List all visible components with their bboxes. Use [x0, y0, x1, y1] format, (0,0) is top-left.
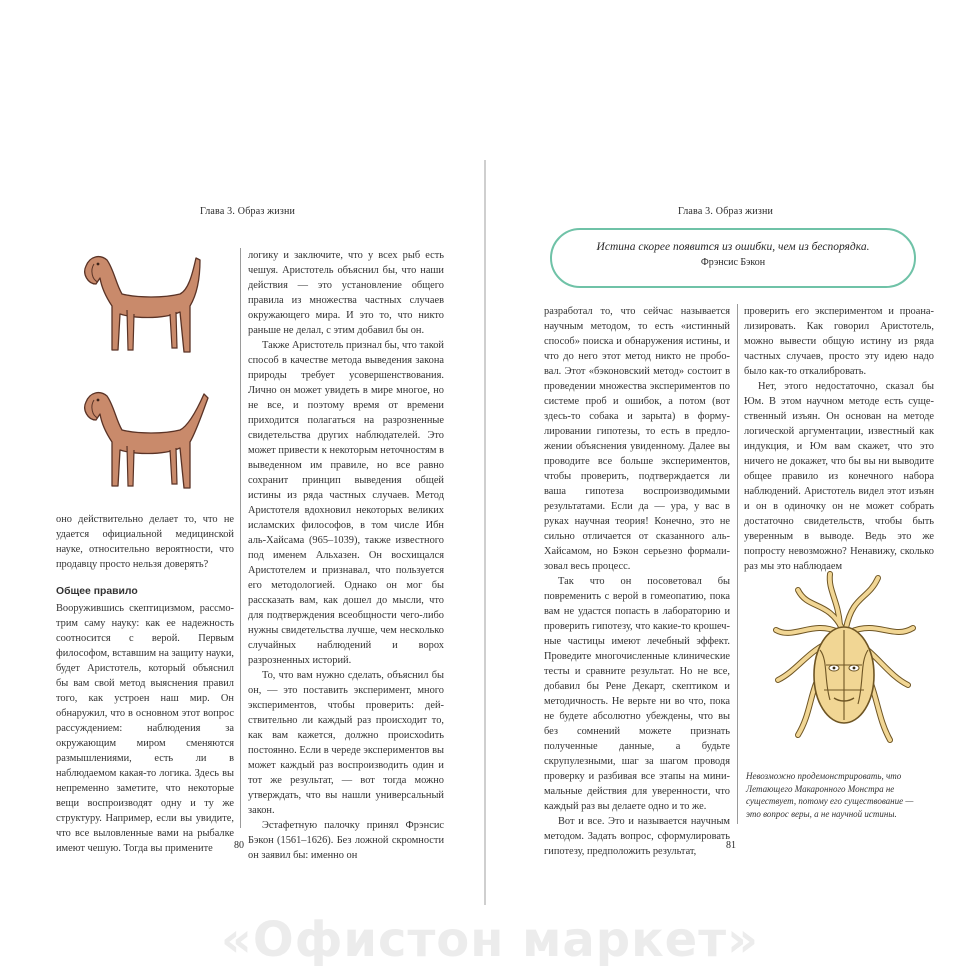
column-divider	[240, 248, 241, 828]
dog-illustration-bottom	[72, 376, 222, 496]
left-page-header: Глава 3. Образ жизни	[200, 206, 296, 217]
watermark: «Офистон маркет»	[220, 912, 760, 968]
paragraph: логику и заключите, что у всех рыб есть чешуя. Аристотель объяснил бы, что наши действия — это установление общего правила из множества частных случаев окружающего мира. И это то, что никто раньше не делал, с этим добавил бы он.	[248, 250, 444, 336]
left-column-2	[248, 248, 444, 863]
left-page-number: 80	[234, 840, 244, 851]
illustration-caption: Невозможно продемонстрировать, что Летающего Макаронного Монстра не существует, потому его существование — это вопрос веры, а не научной истины.	[746, 771, 914, 819]
paragraph: Вот и все. Это и называется научным методом. Задать вопрос, сформулировать гипотезу, предположить результат,	[544, 816, 730, 857]
left-column-1	[56, 512, 234, 856]
spaghetti-monster-illustration	[768, 570, 918, 765]
paragraph: Также Аристотель признал бы, что такой способ в качестве метода выведения закона природы требует усовершенствования. Лично он может увидеть в мире многое, но не все, и поэтому время от времени приходится полагаться на разрозненные свидетельства других наблюдателей. Это может привести к некоторым неточностям в выведенном им правиле, но все равно сохранит принцип выведения общей истины из ряда частных случаев. Метод Аристотеля вдохновил некоторых великих исламских философов, в том числе Ибн аль-Хайсама (965–1039), также известного под именем Альхазен. Он восхищался Аристотелем и признавал, что пользуется его методологией. Однако он мог бы рассказать вам, как дошел до мысли, что для подтверждения всеобщности чего-либо нужны свидетельства лучше, чем несколько случайных наблюдений и ворох разрозненных историй.	[248, 340, 444, 666]
paragraph: Нет, этого недостаточно, сказал бы Юм. В этом научном методе есть существенный изъян. Он основан на методе логической аргументации, известный как индукция, и Юм вам скажет, что это ничего не докажет, что бы вы ни выводите общее правило из конечного набора наблюдений. Аристотель видел этот изъян и он в одиночку он не может собрать достаточно свидетельств, чтобы быть уверенным в выводе. Ведь это же попросту невозможно? Ненавижу, сколько раз мы это наблюдаем	[744, 381, 934, 572]
section-heading: Общее правило	[56, 586, 138, 597]
right-column-2	[744, 304, 934, 574]
right-page-number: 81	[726, 840, 736, 851]
paragraph: Эстафетную палочку принял Фрэнсис Бэкон (1561–1626). Без ложной скромности он заявил бы: именно он	[248, 820, 444, 861]
quote-author: Фрэнсис Бэкон	[700, 257, 766, 268]
paragraph: проверить его экспериментом и проанализировать. Как говорил Аристотель, можно вывести общую истину из ряда частных случаев, просто эту идею надо было как-то откалибровать.	[744, 306, 934, 377]
quote-box	[550, 228, 916, 288]
book-spine	[484, 160, 486, 905]
quote-text: Истина скорее появится из ошибки, чем из беспорядка.	[596, 241, 870, 253]
dog-illustration-top	[72, 240, 222, 360]
right-page-header: Глава 3. Образ жизни	[678, 206, 774, 217]
right-page	[488, 0, 980, 905]
paragraph: разработал то, что сейчас называется научным методом, то есть «истинный способ» поиска и обнаружения истины, и что до него этот метод никто не пробовал. Этот «бэконовский метод» состоит в проведении множества экспериментов по системе проб и ошибок, а потом (вот здесь-то собака и зарыта) в формулировании гипотезы, то есть в предложении объяснения увиденному. Далее вы проводите все больше экспериментов, чтобы проверить, подтверждается ли ваша гипотеза воспроизводимыми результатами. Если да — ура, у вас в руках научная теория! Конечно, это не сильно отличается от сказанного аль-Хайсамом, но Бэкон серьезно формализовал весь процесс.	[544, 306, 730, 572]
right-column-1	[544, 304, 730, 859]
left-page	[0, 0, 482, 905]
paragraph: оно действительно делает то, что не удается официальной медицинской науке, относительно вероятности, что продавцу просто нельзя доверять?	[56, 514, 234, 570]
paragraph: То, что вам нужно сделать, объяснил бы он, — это поставить эксперимент, много экспериментов, чтобы проверить: действительно ли каждый раз происходит то, как вам кажется, должно происхоdить постоянно. Если в череде экспериментов вы может каждый раз воспроизводить один и тот же результат, — вот тогда можно утверждать, что вы нашли универсальный закон.	[248, 670, 444, 816]
column-divider	[737, 304, 738, 824]
paragraph: Так что он посоветовал бы повременить с верой в гомеопатию, пока вам не удастся попасть в лабораторию и проверить гипотезу, что какие-то крошечные частицы имеют лечебный эффект. Проведите многочисленные клинические тесты и сравните результат. Но не все, добавил бы Рене Декарт, скептиком и методичность. Не верьте ни во что, пока не будете абсолютно убеждены, что вы без сомнений можете признать полученные данные, а будьте скрупулезными, шаг за шагом проводя проверку и разбивая все этапы на минимальные действия для уверенности, что каждый раз вы делаете одно и то же.	[544, 576, 730, 812]
paragraph: Вооружившись скептицизмом, рассмотрим саму науку: как ее надежность соотносится с верой. Первым философом, вставшим на защиту науки, будет Аристотель, который объяснил бы вам свой метод выяснения правил того, как устроен наш мир. Он обнаружил, что в основном этот вопрос рассуждением: наблюдения за окружающим миром сменяются размышлениями, есть ли в наблюдаемом какая-то логика. Здесь вы непременно заметите, что некоторые вещи воспроизводят одну и ту же структуру. Например, если вы увидите, что все выловленные вами на рыбалке имеют чешую. Тогда вы примените	[56, 603, 234, 854]
